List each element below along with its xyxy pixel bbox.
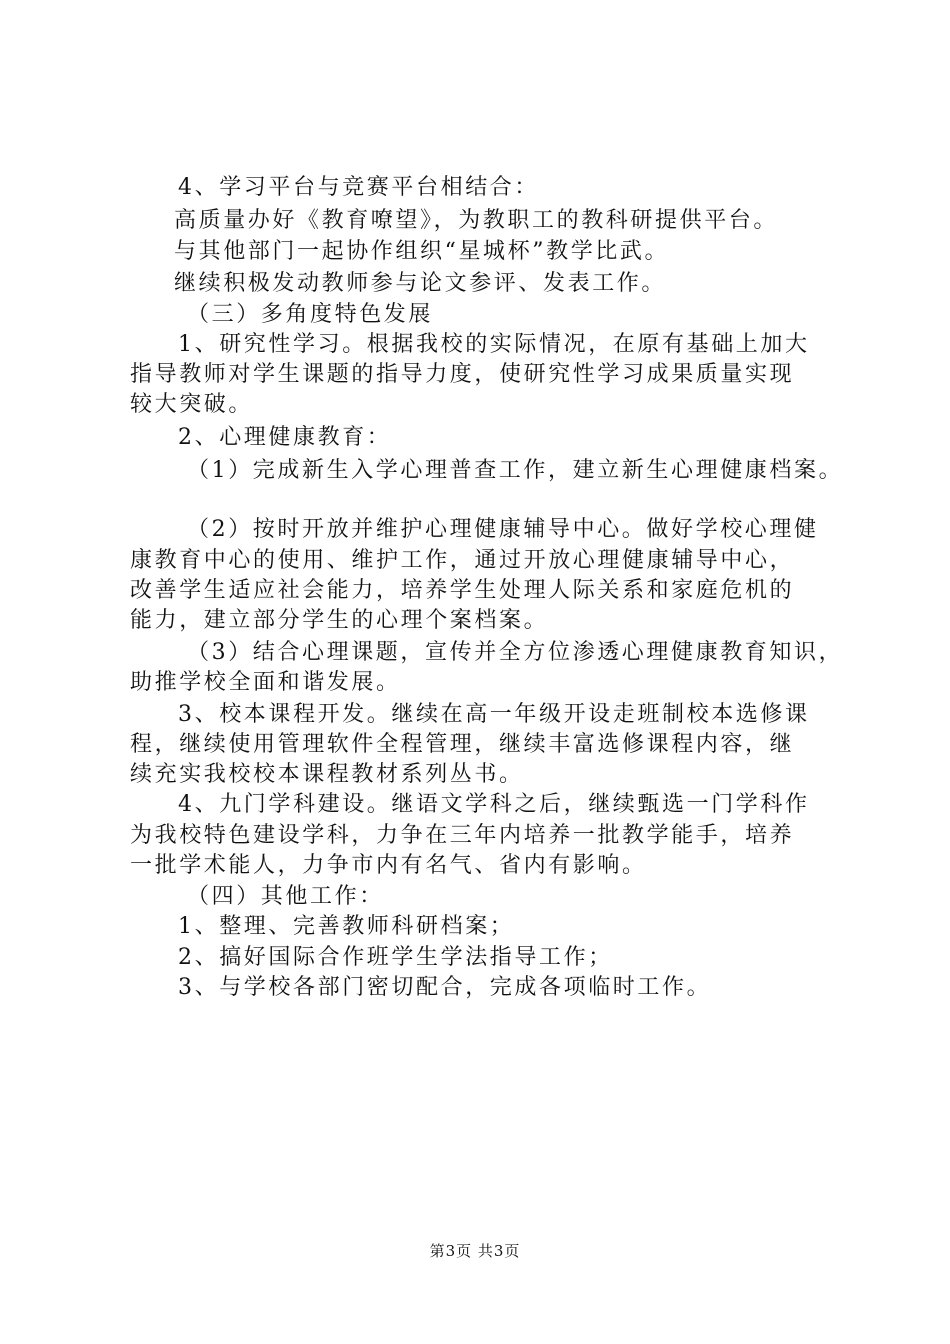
- page-number-footer: 第3页 共3页: [429, 1242, 521, 1260]
- doc-line: 改善学生适应社会能力，培养学生处理人际关系和家庭危机的: [130, 578, 795, 603]
- doc-line: 4、九门学科建设。继语文学科之后，继续甄选一门学科作: [178, 792, 810, 817]
- doc-line: 较大突破。: [130, 392, 254, 417]
- doc-line: 指导教师对学生课题的指导力度，使研究性学习成果质量实现: [130, 362, 795, 387]
- doc-line: 2、心理健康教育：: [178, 425, 392, 450]
- doc-line: 高质量办好《教育嘹望》，为教职工的教科研提供平台。: [174, 208, 779, 233]
- doc-line: 程，继续使用管理软件全程管理，继续丰富选修课程内容，继: [130, 732, 795, 757]
- doc-line: 2、搞好国际合作班学生学法指导工作；: [178, 945, 613, 970]
- section-heading: （四）其他工作：: [187, 884, 384, 909]
- doc-line: 为我校特色建设学科，力争在三年内培养一批教学能手，培养: [130, 823, 795, 848]
- doc-line: 一批学术能人，力争市内有名气、省内有影响。: [130, 853, 647, 878]
- doc-line: 助推学校全面和谐发展。: [130, 670, 401, 695]
- section-heading: （三）多角度特色发展: [187, 302, 434, 327]
- doc-line: 继续积极发动教师参与论文参评、发表工作。: [174, 271, 667, 296]
- doc-line: 1、整理、完善教师科研档案；: [178, 914, 515, 939]
- doc-line: 能力，建立部分学生的心理个案档案。: [130, 608, 549, 633]
- doc-line: 3、校本课程开发。继续在高一年级开设走班制校本选修课: [178, 702, 810, 727]
- doc-line: 与其他部门一起协作组织“星城杯”教学比武。: [174, 239, 670, 264]
- doc-line: （3）结合心理课题，宣传并全方位渗透心理健康教育知识，: [187, 640, 844, 665]
- doc-line: 1、研究性学习。根据我校的实际情况，在原有基础上加大: [178, 332, 810, 357]
- doc-line: 康教育中心的使用、维护工作，通过开放心理健康辅导中心，: [130, 548, 795, 573]
- doc-line: 4、学习平台与竞赛平台相结合：: [178, 175, 539, 200]
- doc-line: 3、与学校各部门密切配合，完成各项临时工作。: [178, 975, 712, 1000]
- doc-line: （1）完成新生入学心理普查工作，建立新生心理健康档案。: [187, 458, 844, 483]
- doc-line: （2）按时开放并维护心理健康辅导中心。做好学校心理健: [187, 517, 819, 542]
- doc-line: 续充实我校校本课程教材系列丛书。: [130, 762, 524, 787]
